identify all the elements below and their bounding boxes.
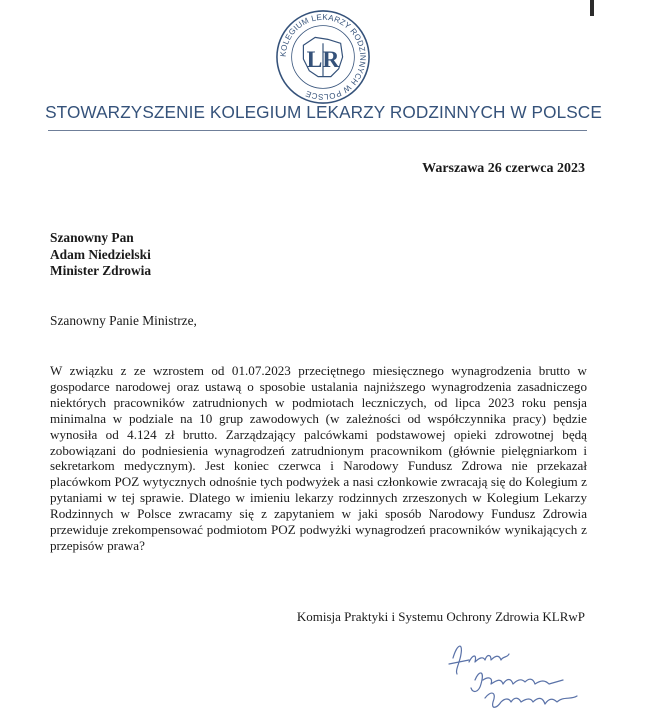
recipient-line: Szanowny Pan [50,230,134,245]
header-rule [48,130,587,131]
svg-text:KOLEGIUM LEKARZY RODZINNYCH W: KOLEGIUM LEKARZY RODZINNYCH W POLSCE [278,12,368,102]
corner-mark [590,0,594,16]
recipient-block [50,230,151,280]
recipient-line: Adam Niedzielski [50,246,151,262]
organization-name: STOWARZYSZENIE KOLEGIUM LEKARZY RODZINNYCH W POLSCE [45,102,602,122]
association-logo [274,8,372,106]
handwritten-signature [445,640,585,716]
recipient-line: Minister Zdrowia [50,263,152,279]
svg-text:LR: LR [306,46,340,73]
salutation: Szanowny Panie Ministrze, [50,313,197,328]
letter-date: Warszawa 26 czerwca 2023 [422,161,585,176]
signoff: Komisja Praktyki i Systemu Ochrony Zdrowia KLRwP [296,609,585,624]
letter-body: W związku z ze wzrostem od 01.07.2023 przeciętnego miesięcznego wynagrodzenia brutto w gospodarce narodowej oraz ustawą o sposobie ustalania najniższego wynagrodzenia zasadniczego niektórych pracowników zatrudnionych w podmiotach leczniczych, od lipca 2023 roku pensja minimalna w podziale na 10 grup zawodowych (w zależności od współczynnika pracy) będzie wynosiła od 4.124 zł brutto. Zarządzający palcówkami podstawowej opieki zdrowotnej będą zobowiązani do podniesienia wynagrodzeń zatrudnionym pracownikom (głównie pielęgniarkom i sekretarkom medycznym). Jest koniec czerwca i Narodowy Fundusz Zdrowa nie przekazał placówkom POZ wytycznych odnośnie tych podwyżek a nasi członkowie zwracają się do Kolegium z pytaniami w tej sprawie. Dlatego w imieniu lekarzy rodzinnych zrzeszonych w Kolegium Lekarzy Rodzinnych w Polsce zwracamy się z zapytaniem w jaki sposób Narodowy Fundusz Zdrowia przewiduje zrekompensować podmiotom POZ podwyżki wynagrodzeń pracowników wynikających z przepisów prawa? [50,363,587,553]
